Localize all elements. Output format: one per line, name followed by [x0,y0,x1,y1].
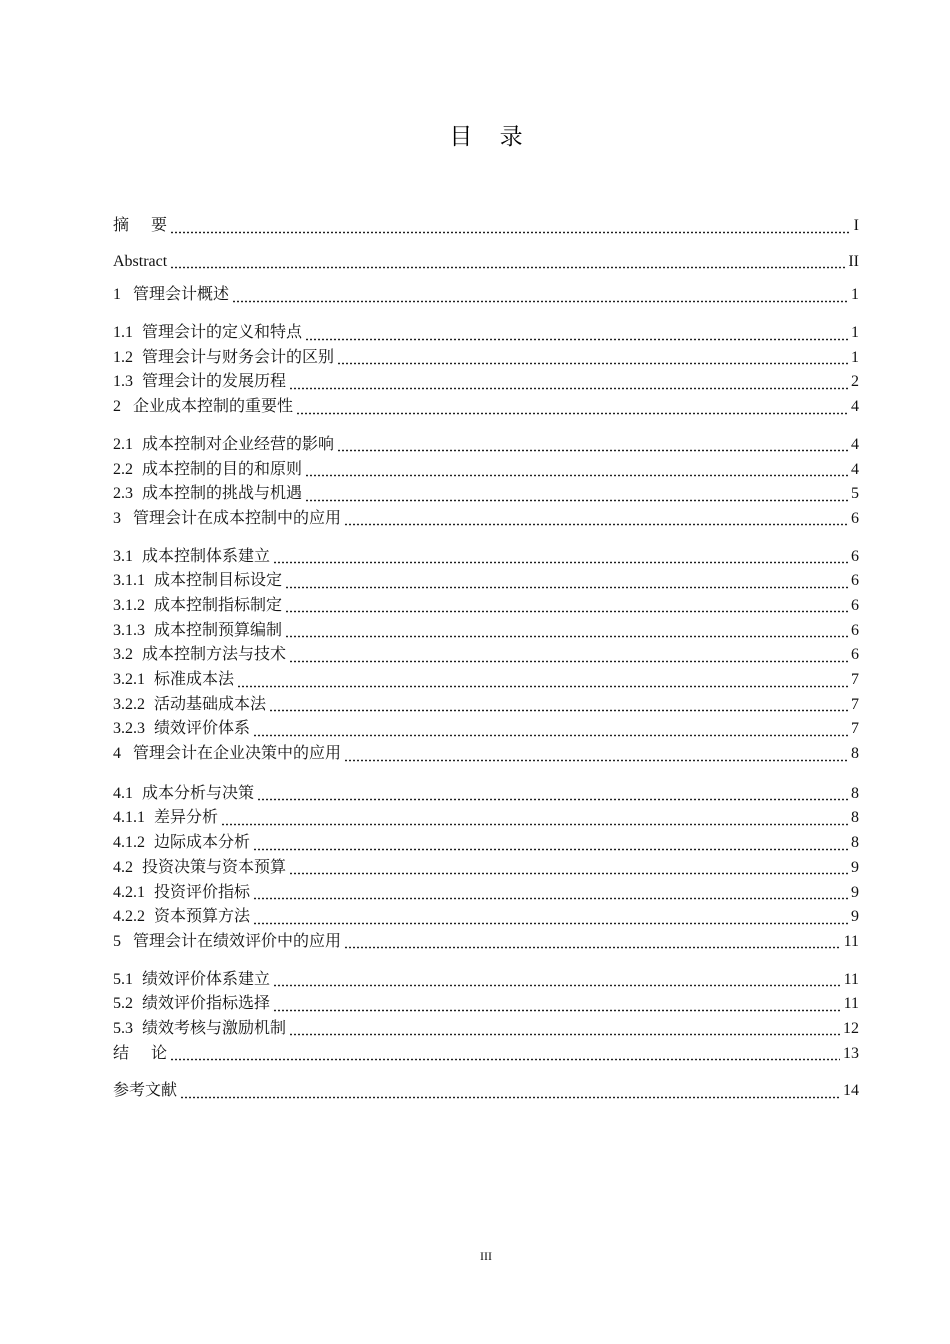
toc-entry-number: 3.1.3 [113,621,145,639]
toc-entry-title: 摘 要 [113,217,168,234]
toc-entry-number: 1.2 [113,348,133,366]
toc-entry-number: 2.3 [113,485,133,503]
toc-entry-page: 6 [851,572,859,590]
toc-entry-page: I [853,217,859,234]
dot-leader [253,881,848,906]
toc-entry [113,395,859,420]
page-title: 目 录 [449,124,523,150]
dot-leader [344,742,848,767]
toc-entry-number: 3.2.1 [113,671,145,688]
toc-entry [113,831,859,856]
toc-entry-title: 绩效评价体系建立 [142,970,271,988]
dot-leader [237,668,848,693]
toc-entry-title: 管理会计与财务会计的区别 [142,348,335,366]
toc-entry-page: 9 [851,858,859,876]
dot-leader [289,856,848,881]
toc-entry-number: 3.2 [113,646,133,664]
toc-entry [113,717,859,742]
dot-leader [269,693,848,718]
toc-entry-page: 6 [851,596,859,614]
toc-entry-number: 2 [113,398,121,416]
toc-entry-title: 投资决策与资本预算 [142,858,287,876]
toc-entry-title: 成本控制预算编制 [154,621,283,639]
toc-entry [113,930,859,955]
toc-entry-page: 7 [851,671,859,688]
toc-entry [113,905,859,930]
toc-entry-number: 5 [113,932,121,950]
toc-entry [113,782,859,807]
dot-leader [305,482,848,507]
dot-leader [289,643,848,668]
toc-entry [113,433,859,458]
toc-entry-number: 3 [113,509,121,527]
toc-entry-page: II [848,252,859,270]
toc-entry-page: 11 [843,995,859,1013]
dot-leader [289,370,848,395]
toc-entry [113,668,859,693]
toc-entry-title: 投资评价指标 [154,883,251,901]
toc-entry [113,507,859,532]
toc-entry-page: 1 [851,348,859,366]
toc-entry [113,806,859,831]
toc-entry-number: 5.1 [113,970,133,988]
toc-entry-title: 成本控制方法与技术 [142,646,287,664]
dot-leader [289,1017,840,1042]
toc-entry-number: 2.2 [113,460,133,478]
dot-leader [170,250,845,275]
page-number: III [480,1249,492,1263]
toc-entry-title: Abstract [113,252,168,270]
toc-entry-title: 绩效评价体系 [154,720,251,738]
toc-entry-page: 6 [851,547,859,565]
dot-leader [337,433,848,458]
dot-leader [285,569,848,594]
toc-entry [113,1042,859,1067]
toc-entry-page: 5 [851,485,859,503]
toc-entry-number: 1.3 [113,373,133,391]
toc-entry-title: 成本控制指标制定 [154,596,283,614]
table-of-contents [113,214,859,1104]
toc-entry-title: 成本分析与决策 [142,784,255,802]
toc-entry [113,594,859,619]
toc-entry-title: 管理会计在成本控制中的应用 [133,509,342,527]
toc-entry [113,482,859,507]
toc-entry-page: 2 [851,373,859,391]
dot-leader [170,1042,840,1067]
toc-entry [113,856,859,881]
toc-entry-page: 9 [851,908,859,926]
toc-entry-page: 4 [851,398,859,416]
dot-leader [344,507,848,532]
toc-entry [113,250,859,275]
toc-entry-page: 6 [851,509,859,527]
dot-leader [253,905,848,930]
toc-entry-title: 活动基础成本法 [154,695,267,713]
dot-leader [221,806,848,831]
toc-entry-page: 8 [851,784,859,802]
toc-entry-page: 8 [851,809,859,827]
toc-entry-title: 差异分析 [154,809,219,827]
toc-entry-page: 6 [851,646,859,664]
toc-entry-title: 管理会计的发展历程 [142,373,287,391]
toc-entry-title: 成本控制体系建立 [142,547,271,565]
toc-entry-page: 7 [851,695,859,713]
toc-entry-number: 5.3 [113,1019,133,1037]
toc-entry-number: 3.2.2 [113,695,145,713]
dot-leader [285,619,848,644]
toc-entry [113,370,859,395]
toc-entry-title: 绩效考核与激励机制 [142,1019,287,1037]
toc-entry-page: 6 [851,621,859,639]
toc-entry [113,968,859,993]
toc-entry-number: 4.1.1 [113,809,145,827]
toc-entry-number: 1.1 [113,324,133,342]
dot-leader [337,346,848,371]
dot-leader [344,930,841,955]
toc-entry-page: 12 [843,1019,859,1037]
toc-entry [113,992,859,1017]
toc-entry-number: 3.1.1 [113,572,145,590]
toc-entry [113,214,859,239]
toc-entry [113,545,859,570]
toc-entry-number: 3.1.2 [113,596,145,614]
toc-entry-number: 1 [113,286,121,304]
dot-leader [305,321,848,346]
toc-entry-page: 9 [851,883,859,901]
toc-entry-page: 1 [851,286,859,304]
toc-entry-page: 14 [843,1082,859,1100]
toc-entry-number: 4 [113,745,121,763]
toc-entry-page: 8 [851,745,859,763]
toc-entry-number: 4.1.2 [113,834,145,852]
dot-leader [296,395,848,420]
dot-leader [253,831,848,856]
dot-leader [273,992,841,1017]
toc-entry-number: 3.1 [113,547,133,565]
toc-entry-page: 1 [851,324,859,342]
dot-leader [273,545,848,570]
toc-entry-page: 11 [843,970,859,988]
toc-entry [113,1079,859,1104]
toc-entry-number: 4.2.1 [113,883,145,901]
toc-entry-title: 管理会计概述 [133,286,230,304]
toc-entry-number: 4.2 [113,858,133,876]
dot-leader [170,214,851,239]
toc-entry-title: 成本控制的目的和原则 [142,460,303,478]
toc-entry-title: 企业成本控制的重要性 [133,398,294,416]
toc-entry [113,693,859,718]
toc-entry-page: 8 [851,834,859,852]
toc-entry-title: 管理会计在绩效评价中的应用 [133,932,342,950]
toc-entry-number: 2.1 [113,435,133,453]
dot-leader [257,782,848,807]
dot-leader [273,968,841,993]
toc-entry-number: 4.1 [113,784,133,802]
dot-leader [253,717,848,742]
toc-entry [113,346,859,371]
toc-entry-title: 结 论 [113,1044,168,1062]
toc-entry [113,569,859,594]
toc-entry [113,881,859,906]
toc-entry [113,321,859,346]
dot-leader [180,1079,840,1104]
toc-entry-title: 参考文献 [113,1082,178,1100]
toc-entry-title: 成本控制对企业经营的影响 [142,435,335,453]
dot-leader [285,594,848,619]
toc-entry [113,283,859,308]
toc-entry-title: 绩效评价指标选择 [142,995,271,1013]
toc-entry-title: 管理会计的定义和特点 [142,324,303,342]
toc-entry-number: 3.2.3 [113,720,145,738]
toc-entry-title: 成本控制目标设定 [154,572,283,590]
toc-entry-page: 4 [851,435,859,453]
toc-entry-title: 成本控制的挑战与机遇 [142,485,303,503]
toc-entry-page: 4 [851,460,859,478]
dot-leader [305,458,848,483]
toc-entry [113,643,859,668]
dot-leader [232,283,848,308]
toc-entry-number: 5.2 [113,995,133,1013]
toc-entry-title: 资本预算方法 [154,908,251,926]
toc-entry [113,619,859,644]
toc-entry-page: 11 [843,932,859,950]
toc-entry-page: 13 [843,1044,859,1062]
toc-entry-title: 标准成本法 [154,671,235,688]
toc-entry-title: 边际成本分析 [154,834,251,852]
toc-entry-title: 管理会计在企业决策中的应用 [133,745,342,763]
toc-entry [113,742,859,767]
toc-entry-number: 4.2.2 [113,908,145,926]
toc-entry-page: 7 [851,720,859,738]
toc-entry [113,1017,859,1042]
toc-entry [113,458,859,483]
